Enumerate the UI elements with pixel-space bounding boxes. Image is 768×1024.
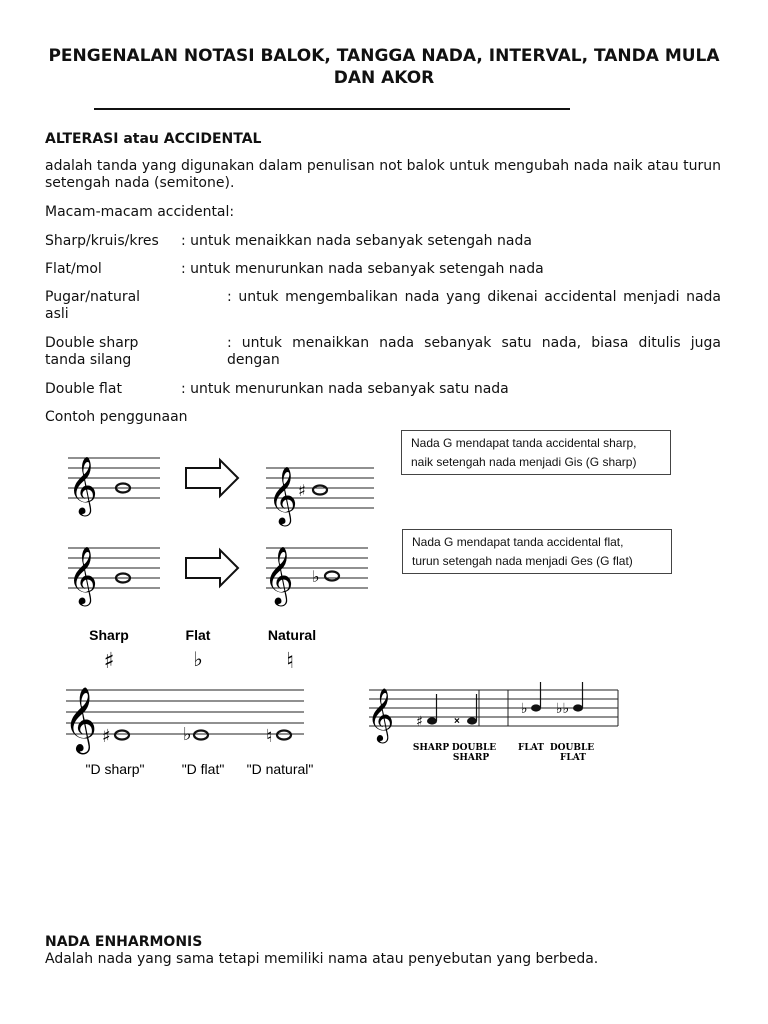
header-flat: Flat <box>185 627 211 643</box>
title-underline <box>94 108 570 110</box>
natural-icon: ♮ <box>286 649 294 674</box>
term-double-sharp: Double sharp <box>45 335 139 351</box>
desc-double-sharp: : untuk menaikkan nada sebanyak satu nada, biasa ditulis juga dengan <box>227 335 721 368</box>
note-head <box>573 704 583 711</box>
whole-note-g-sharp <box>313 486 327 495</box>
note-head <box>531 704 541 711</box>
note-head <box>427 717 437 724</box>
treble-clef-icon: 𝄞 <box>68 546 98 604</box>
accidental-definition: adalah tanda yang digunakan dalam penulisan not balok untuk mengubah nada naik atau turun setengah nada (semitone). <box>45 158 721 191</box>
desc-natural: : untuk mengembalikan nada yang dikenai accidental menjadi nada <box>227 289 721 305</box>
term-double-flat: Double flat <box>45 381 122 397</box>
callout-g-flat <box>402 529 672 574</box>
whole-note-d-sharp <box>115 731 129 740</box>
treble-clef-icon: 𝄞 <box>64 687 98 752</box>
note-head <box>467 717 477 724</box>
whole-note-g-flat <box>325 572 339 581</box>
treble-clef-icon: 𝄞 <box>68 456 98 514</box>
example-label: Contoh penggunaan <box>45 409 188 425</box>
enharmonic-definition: Adalah nada yang sama tetapi memiliki nama atau penyebutan yang berbeda. <box>45 951 599 967</box>
example-g-sharp-figure <box>48 440 378 524</box>
term-double-sharp-cont: tanda silang <box>45 352 132 368</box>
label-double-flat-2: FLAT <box>560 753 586 763</box>
accidental-types-figure <box>60 622 317 782</box>
page-title: PENGENALAN NOTASI BALOK, TANGGA NADA, INTERVAL, TANDA MULA DAN AKOR <box>48 46 720 88</box>
sharp-icon: ♯ <box>103 649 115 674</box>
desc-double-flat: : untuk menurunkan nada sebanyak satu nada <box>181 381 509 397</box>
caption-d-sharp: "D sharp" <box>85 761 145 777</box>
flat-icon: ♭ <box>521 701 528 717</box>
term-natural: Pugar/natural <box>45 289 141 305</box>
example-g-flat-figure <box>48 530 378 610</box>
natural-icon: ♮ <box>266 726 273 747</box>
flat-icon: ♭ <box>183 724 192 745</box>
callout-line: naik setengah nada menjadi Gis (G sharp) <box>411 455 637 469</box>
label-double-sharp-2: SHARP <box>452 753 490 763</box>
double-flat-icon: ♭♭ <box>556 701 570 717</box>
term-flat: Flat/mol <box>45 261 102 277</box>
term-natural-cont: asli <box>45 306 69 322</box>
treble-clef-icon: 𝄞 <box>367 687 395 741</box>
header-natural: Natural <box>267 627 317 643</box>
caption-d-flat: "D flat" <box>181 761 225 777</box>
treble-clef-icon: 𝄞 <box>264 546 294 604</box>
header-sharp: Sharp <box>89 627 129 643</box>
sharp-icon: ♯ <box>298 481 306 500</box>
section-heading-accidental: ALTERASI atau ACCIDENTAL <box>45 131 262 147</box>
caption-d-natural: "D natural" <box>246 761 314 777</box>
label-sharp: SHARP <box>412 743 450 753</box>
desc-sharp: : untuk menaikkan nada sebanyak setengah nada <box>181 233 532 249</box>
label-double-sharp-1: DOUBLE <box>451 743 497 753</box>
callout-line: turun setengah nada menjadi Ges (G flat) <box>412 554 633 568</box>
sharp-icon: ♯ <box>102 726 111 747</box>
desc-flat: : untuk menurunkan nada sebanyak setengah nada <box>181 261 544 277</box>
arrow-right-icon <box>186 460 238 496</box>
whole-note-d-flat <box>194 731 208 740</box>
flat-icon: ♭ <box>193 647 203 671</box>
sharp-icon: ♯ <box>416 714 423 730</box>
callout-line: Nada G mendapat tanda accidental flat, <box>412 535 624 549</box>
label-double-flat-1: DOUBLE <box>549 743 595 753</box>
flat-icon: ♭ <box>312 567 320 586</box>
section-heading-enharmonic: NADA ENHARMONIS <box>45 934 203 950</box>
label-flat: FLAT <box>518 743 544 753</box>
accidental-examples-staff-figure <box>365 674 625 770</box>
double-sharp-icon: × <box>454 716 460 727</box>
whole-note-d-natural <box>277 731 291 740</box>
accidental-list-intro: Macam-macam accidental: <box>45 204 235 220</box>
arrow-right-icon <box>186 550 238 586</box>
treble-clef-icon: 𝄞 <box>268 466 298 524</box>
callout-g-sharp <box>401 430 671 475</box>
term-sharp: Sharp/kruis/kres <box>45 233 159 249</box>
callout-line: Nada G mendapat tanda accidental sharp, <box>411 436 637 450</box>
